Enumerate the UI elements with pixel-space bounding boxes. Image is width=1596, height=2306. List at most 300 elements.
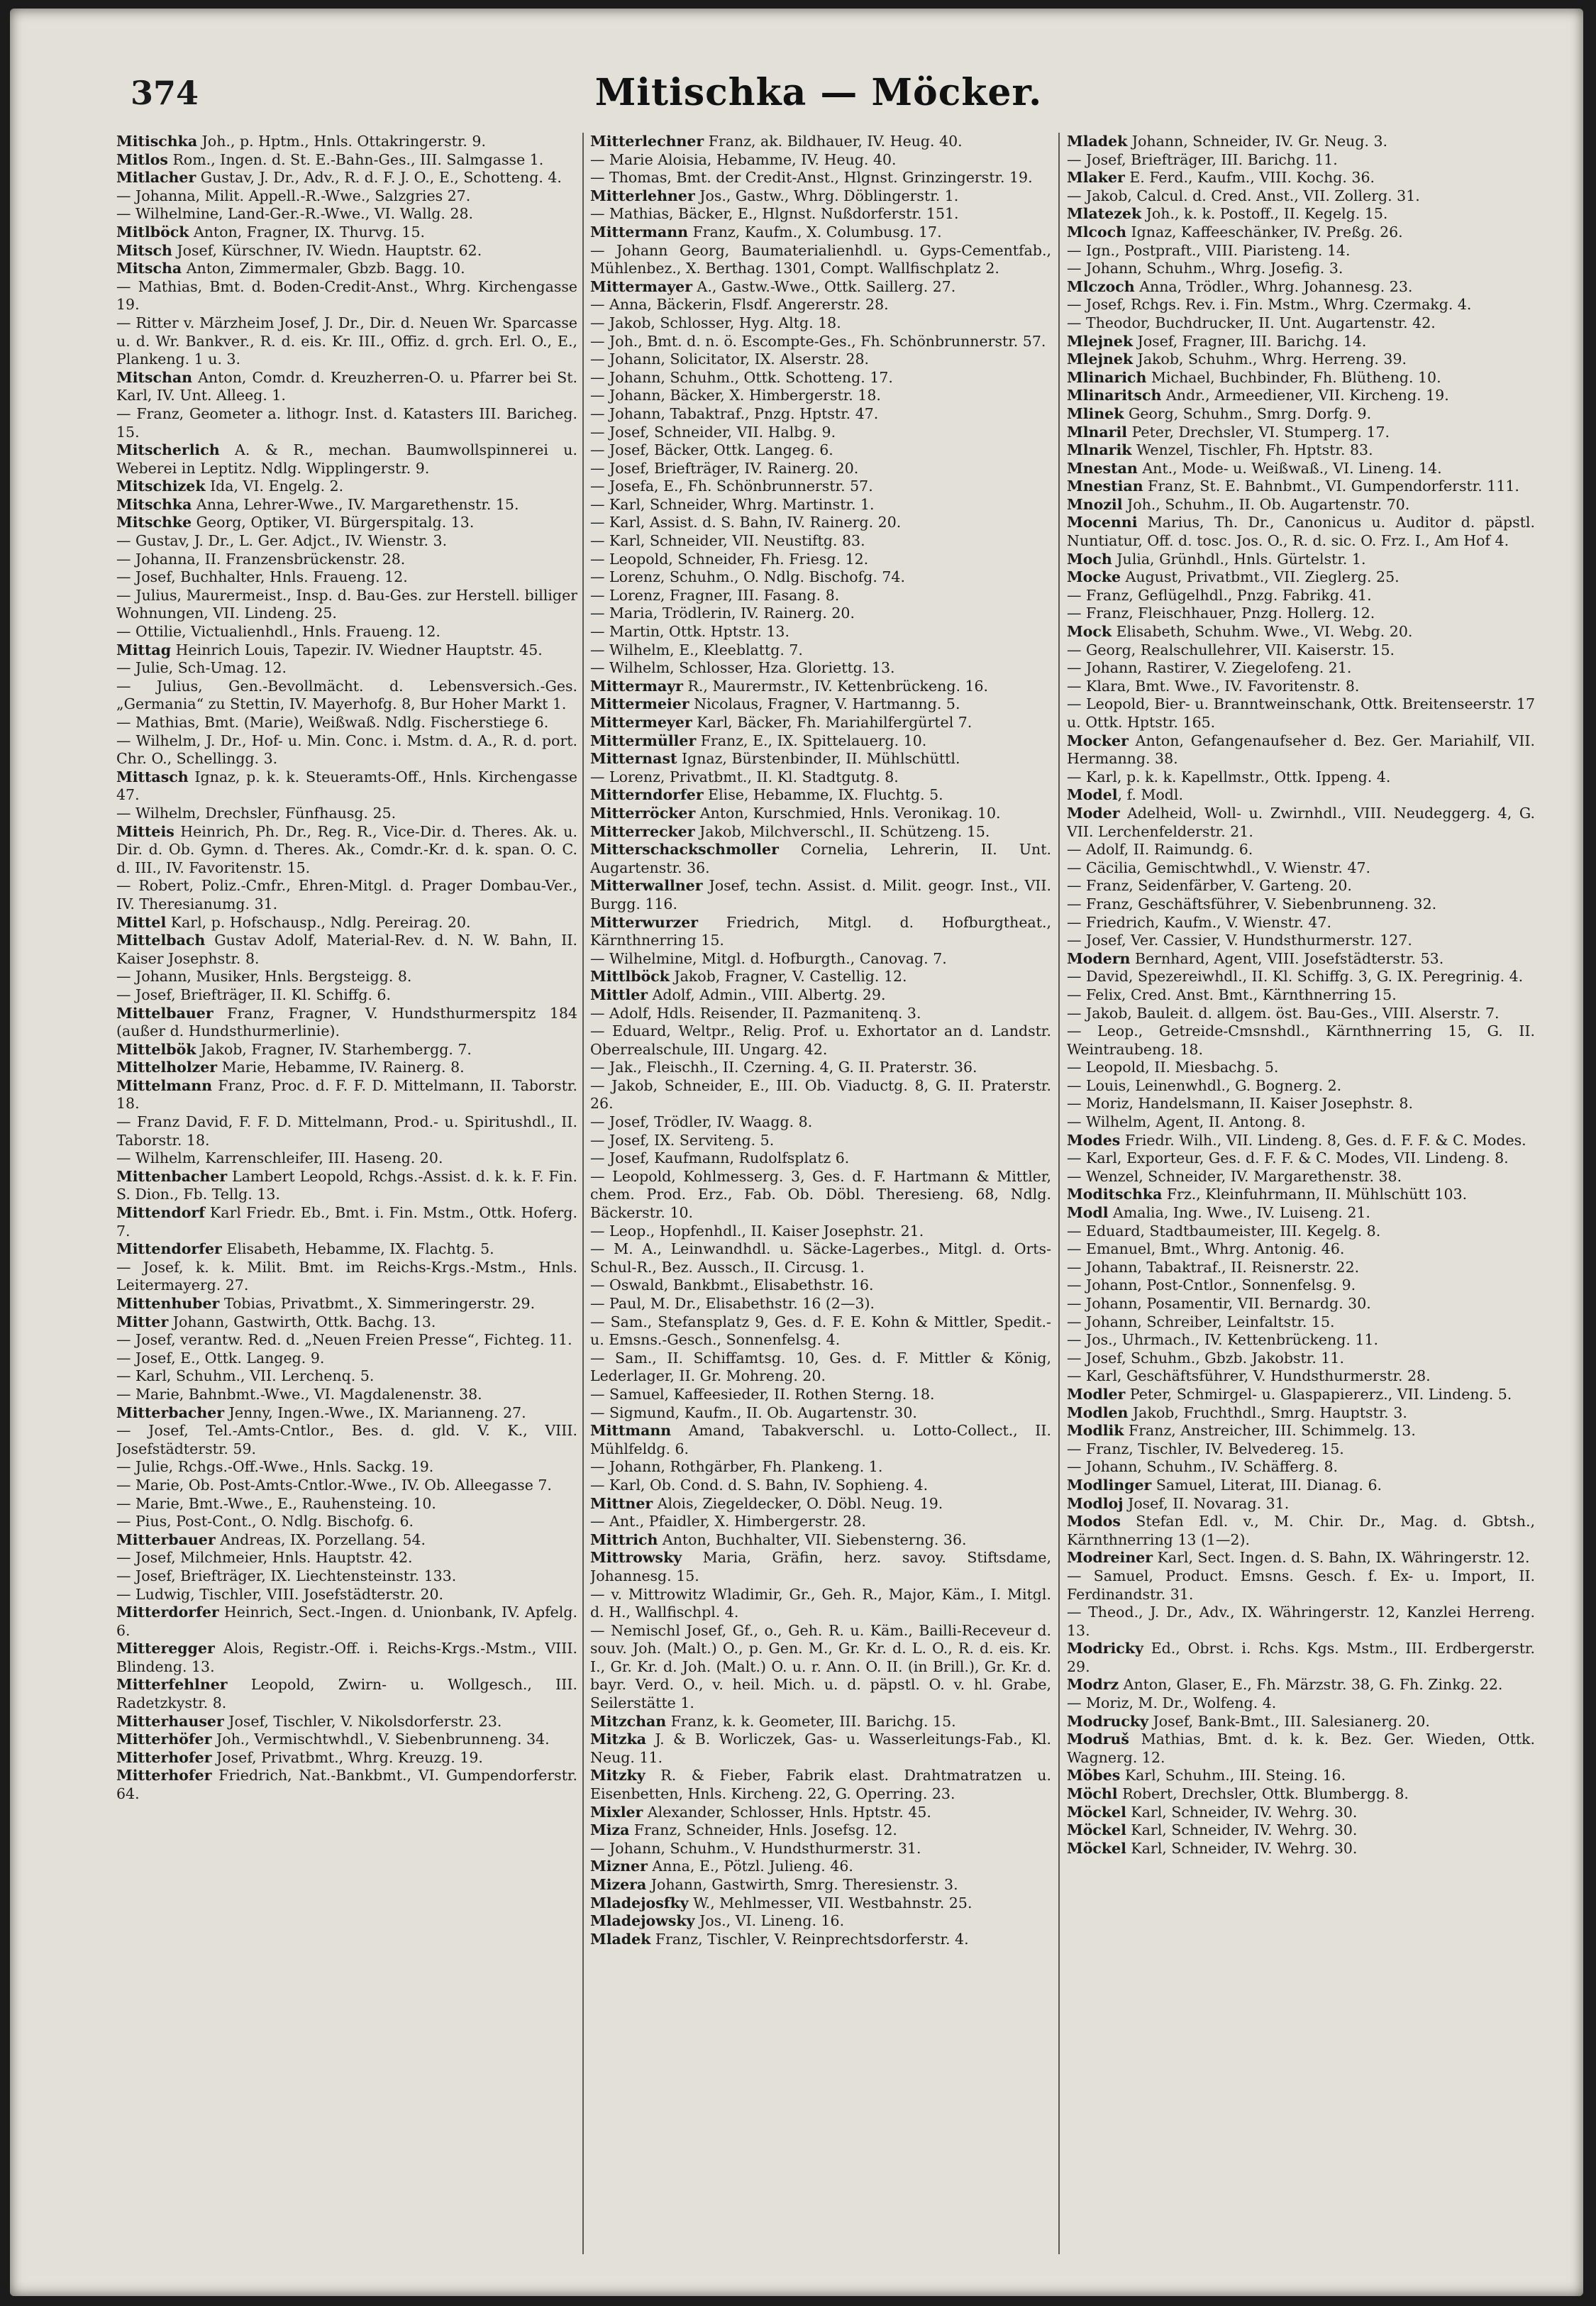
entry-surname: Mitschka	[116, 495, 192, 513]
entry-details: — Lorenz, Schuhm., O. Ndlg. Bischofg. 74.	[590, 568, 905, 586]
directory-entry	[116, 968, 577, 986]
entry-surname: Mladek	[1067, 133, 1128, 150]
entry-details: — Moriz, M. Dr., Wolfeng. 4.	[1067, 1694, 1277, 1712]
directory-entry	[590, 551, 1051, 569]
entry-details: — Eduard, Weltpr., Relig. Prof. u. Exhortator an d. Landstr. Oberrealschule, III. Ungarg. 42.	[590, 1022, 1051, 1058]
entry-surname: Mizera	[590, 1876, 647, 1893]
entry-details: — Josef, Rchgs. Rev. i. Fin. Mstm., Whrg. Czermakg. 4.	[1067, 296, 1472, 314]
directory-entry	[590, 641, 1051, 660]
directory-entry	[590, 1276, 1051, 1295]
column-3	[1067, 133, 1535, 2254]
entry-details: — Josef, E., Ottk. Langeg. 9.	[116, 1349, 325, 1367]
entry-surname: Mitter	[116, 1313, 169, 1330]
entry-surname: Mittrich	[590, 1530, 658, 1548]
directory-entry	[116, 260, 577, 278]
column-1	[116, 133, 577, 2254]
entry-details: Leopold, Zwirn- u. Wollgesch., III. Radetzkystr. 8.	[116, 1676, 577, 1712]
directory-entry	[1067, 1005, 1535, 1023]
entry-details: — Theod., J. Dr., Adv., IX. Währingerstr. 12, Kanzlei Herreng. 13.	[1067, 1604, 1535, 1639]
entry-surname: Mitterhöfer	[116, 1731, 212, 1748]
directory-entry	[116, 1422, 577, 1458]
entry-details: Robert, Drechsler, Ottk. Blumbergg. 8.	[1117, 1785, 1409, 1803]
entry-surname: Mittermüller	[590, 732, 697, 749]
directory-entry	[116, 1586, 577, 1604]
entry-details: Gustav Adolf, Material-Rev. d. N. W. Bahn, II. Kaiser Josephstr. 8.	[116, 932, 577, 967]
entry-details: — Karl, Schuhm., VII. Lerchenq. 5.	[116, 1367, 375, 1385]
directory-entry	[590, 1767, 1051, 1803]
directory-entry	[590, 1386, 1051, 1404]
entry-surname: Mittasch	[116, 768, 189, 785]
directory-entry	[590, 296, 1051, 314]
directory-entry	[1067, 1313, 1535, 1332]
directory-entry	[1067, 278, 1535, 297]
directory-entry	[116, 532, 577, 551]
directory-entry	[1067, 1113, 1535, 1132]
directory-entry	[590, 1149, 1051, 1168]
entry-details: Karl, Bäcker, Fh. Mariahilfergürtel 7.	[692, 714, 972, 731]
entry-surname: Mittermeyer	[590, 714, 692, 731]
directory-entry	[1067, 1458, 1535, 1477]
entry-details: — Wilhelm, Drechsler, Fünfhausg. 25.	[116, 804, 397, 822]
directory-entry	[590, 968, 1051, 986]
directory-entry	[1067, 1404, 1535, 1423]
entry-surname: Modloj	[1067, 1494, 1124, 1512]
directory-entry	[116, 1513, 577, 1531]
entry-details: — Karl, p. k. k. Kapellmstr., Ottk. Ippeng. 4.	[1067, 768, 1391, 785]
entry-details: Jakob, Fruchthdl., Smrg. Hauptstr. 3.	[1128, 1403, 1407, 1421]
directory-entry	[116, 1077, 577, 1113]
entry-surname: Mitschke	[116, 514, 192, 531]
directory-entry	[1067, 351, 1535, 369]
entry-details: — Mathias, Bmt. d. Boden-Credit-Anst., Whrg. Kirchengasse 19.	[116, 277, 577, 314]
entry-details: Josef, Kürschner, IV. Wiedn. Hauptstr. 62.	[172, 241, 482, 259]
entry-details: — Josef, Kaufmann, Rudolfsplatz 6.	[590, 1149, 850, 1167]
directory-entry	[1067, 659, 1535, 678]
entry-surname: Mittlböck	[590, 968, 670, 986]
entry-surname: Mladek	[590, 1930, 651, 1948]
directory-entry	[116, 1404, 577, 1423]
entry-surname: Mizner	[590, 1858, 648, 1875]
directory-entry	[590, 1513, 1051, 1531]
directory-entry	[116, 1477, 577, 1495]
entry-details: August, Privatbmt., VII. Zieglerg. 25.	[1121, 568, 1400, 586]
entry-details: — Martin, Ottk. Hptstr. 13.	[590, 623, 789, 641]
entry-details: — Sigmund, Kaufm., II. Ob. Augartenstr. 30.	[590, 1403, 917, 1421]
entry-details: — Thomas, Bmt. der Credit-Anst., Hlgnst. Grinzingerstr. 19.	[590, 169, 1033, 187]
entry-details: Jakob, Schuhm., Whrg. Herreng. 39.	[1133, 351, 1407, 368]
directory-entry	[1067, 805, 1535, 841]
entry-details: — Johann, Solicitator, IX. Alserstr. 28.	[590, 351, 870, 368]
entry-details: Joh., p. Hptm., Hnls. Ottakringerstr. 9.	[197, 133, 486, 150]
entry-details: — Josef, Briefträger, IX. Liechtensteinstr. 133.	[116, 1567, 457, 1584]
entry-details: — Marie, Bmt.-Wwe., E., Rauhensteing. 10.	[116, 1494, 436, 1512]
directory-entry	[116, 986, 577, 1005]
entry-details: — Karl, Geschäftsführer, V. Hundsthurmerstr. 28.	[1067, 1367, 1431, 1385]
entry-details: Jos., VI. Lineng. 16.	[694, 1912, 845, 1930]
entry-details: — Johann Georg, Baumaterialienhdl. u. Gyps-Cementfab., Mühlenbez., X. Berthag. 1301, Compt. Wallfischplatz 2.	[590, 241, 1051, 277]
directory-entry	[590, 496, 1051, 514]
entry-details: — Klara, Bmt. Wwe., IV. Favoritenstr. 8.	[1067, 677, 1360, 695]
entry-details: Adelheid, Woll- u. Zwirnhdl., VIII. Neudeggerg. 4, G. VII. Lerchenfelderstr. 21.	[1067, 804, 1535, 840]
directory-entry	[116, 314, 577, 369]
entry-details: — Wilhelmine, Land-Ger.-R.-Wwe., VI. Wallg. 28.	[116, 205, 474, 223]
entry-details: — Josef, verantw. Red. d. „Neuen Freien Presse“, Fichteg. 11.	[116, 1331, 572, 1349]
entry-surname: Mittmann	[590, 1422, 672, 1440]
entry-details: — Franz, Geschäftsführer, V. Siebenbrunneng. 32.	[1067, 895, 1437, 912]
running-title: Mitischka — Möcker.	[594, 71, 1043, 114]
entry-details: Anna, Lehrer-Wwe., IV. Margarethenstr. 15.	[192, 495, 519, 513]
entry-details: Anton, Gefangenaufseher d. Bez. Ger. Mariahilf, VII. Hermanng. 38.	[1067, 732, 1535, 768]
directory-entry	[590, 1022, 1051, 1059]
directory-entry	[1067, 914, 1535, 932]
directory-entry	[590, 732, 1051, 751]
entry-details: Mathias, Bmt. d. k. k. Bez. Ger. Wieden, Ottk. Wagnerg. 12.	[1067, 1731, 1535, 1766]
entry-details: Friedrich, Nat.-Bankbmt., VI. Gumpendorferstr. 64.	[116, 1767, 577, 1803]
entry-details: Andr., Armeediener, VII. Kircheng. 19.	[1161, 387, 1449, 404]
directory-entry	[590, 1622, 1051, 1713]
entry-details: — Josef, Briefträger, II. Kl. Schiffg. 6.	[116, 986, 392, 1003]
directory-entry	[116, 1041, 577, 1059]
entry-surname: Mocenni	[1067, 514, 1138, 531]
entry-details: — Leopold, Bier- u. Branntweinschank, Ottk. Breitenseerstr. 17 u. Ottk. Hptstr. 165.	[1067, 695, 1535, 731]
directory-entry	[116, 1240, 577, 1259]
directory-entry	[1067, 1477, 1535, 1495]
entry-details: — Johann, Rothgärber, Fh. Plankeng. 1.	[590, 1458, 883, 1476]
entry-surname: Möbes	[1067, 1767, 1121, 1784]
entry-details: Anton, Comdr. d. Kreuzherren-O. u. Pfarrer bei St. Karl, IV. Unt. Alleeg. 1.	[116, 368, 577, 404]
entry-surname: Model	[1067, 786, 1118, 804]
directory-entry	[116, 278, 577, 314]
entry-details: Karl Friedr. Eb., Bmt. i. Fin. Mstm., Ottk. Hoferg. 7.	[116, 1204, 577, 1240]
entry-details: — Adolf, Hdls. Reisender, II. Pazmanitenq. 3.	[590, 1004, 921, 1022]
entry-details: Bernhard, Agent, VIII. Josefstädterstr. 53.	[1130, 949, 1444, 967]
entry-details: — Mathias, Bmt. (Marie), Weißwaß. Ndlg. Fischerstiege 6.	[116, 714, 549, 731]
entry-surname: Mitschan	[116, 368, 193, 386]
entry-details: — Wilhelm, Schlosser, Hza. Gloriettg. 13.	[590, 659, 895, 677]
directory-entry	[1067, 387, 1535, 405]
directory-entry	[590, 1477, 1051, 1495]
directory-entry	[590, 278, 1051, 297]
directory-entry	[1067, 1567, 1535, 1604]
entry-details: Wenzel, Tischler, Fh. Hptstr. 83.	[1131, 441, 1373, 459]
entry-details: Karl, Schneider, IV. Wehrg. 30.	[1126, 1803, 1358, 1821]
entry-surname: Mitterlehner	[590, 187, 695, 204]
entry-details: Franz, ak. Bildhauer, IV. Heug. 40.	[704, 133, 963, 150]
directory-entry	[116, 714, 577, 732]
entry-surname: Mlejnek	[1067, 351, 1134, 368]
entry-details: — Karl, Exporteur, Ges. d. F. F. & C. Modes, VII. Lindeng. 8.	[1067, 1149, 1509, 1167]
entry-details: — Lorenz, Privatbmt., II. Kl. Stadtgutg. 8.	[590, 768, 899, 785]
entry-details: Franz, Fragner, V. Hundsthurmerspitz 184 (außer d. Hundsthurmerlinie).	[116, 1004, 577, 1040]
directory-entry	[590, 587, 1051, 605]
column-divider-1	[582, 133, 584, 2254]
entry-details: Franz, Anstreicher, III. Schimmelg. 13.	[1124, 1422, 1416, 1440]
directory-entry	[1067, 424, 1535, 442]
directory-entry	[1067, 1440, 1535, 1459]
directory-entry	[1067, 1077, 1535, 1096]
entry-details: — Anna, Bäckerin, Flsdf. Angererstr. 28.	[590, 296, 889, 314]
entry-surname: Mock	[1067, 623, 1112, 641]
entry-details: Elisabeth, Hebamme, IX. Flachtg. 5.	[221, 1240, 494, 1258]
entry-surname: Mocker	[1067, 732, 1129, 749]
entry-surname: Modlik	[1067, 1422, 1124, 1440]
entry-details: — Jakob, Calcul. d. Cred. Anst., VII. Zollerg. 31.	[1067, 187, 1420, 204]
entry-surname: Mitterlechner	[590, 133, 704, 150]
entry-details: Tobias, Privatbmt., X. Simmeringerstr. 29.	[219, 1295, 536, 1312]
directory-entry	[590, 986, 1051, 1005]
directory-entry	[1067, 1350, 1535, 1368]
entry-surname: Mitteis	[116, 822, 174, 840]
entry-details: — Jos., Uhrmach., IV. Kettenbrückeng. 11.	[1067, 1331, 1378, 1349]
entry-surname: Mlaker	[1067, 169, 1125, 187]
entry-surname: Mittner	[590, 1494, 653, 1512]
directory-entry	[590, 1931, 1051, 1949]
directory-entry	[590, 1876, 1051, 1894]
directory-entry	[590, 205, 1051, 224]
entry-details: — Julius, Maurermeist., Insp. d. Bau-Ges. zur Herstell. billiger Wohnungen, VII. Lindeng. 25.	[116, 586, 577, 622]
entry-surname: Mitzchan	[590, 1712, 667, 1730]
directory-entry	[590, 1458, 1051, 1477]
entry-details: — Josef, Milchmeier, Hnls. Hauptstr. 42.	[116, 1549, 413, 1567]
entry-surname: Möchl	[1067, 1785, 1118, 1803]
entry-details: Karl, Sect. Ingen. d. S. Bahn, IX. Währingerstr. 12.	[1153, 1549, 1530, 1567]
directory-entry	[116, 1604, 577, 1640]
directory-entry	[1067, 1785, 1535, 1804]
directory-entry	[590, 333, 1051, 351]
directory-entry	[116, 1640, 577, 1676]
entry-details: — Oswald, Bankbmt., Elisabethstr. 16.	[590, 1276, 874, 1294]
entry-details: Jos., Gastw., Whrg. Döblingerstr. 1.	[694, 187, 959, 204]
directory-entry	[116, 1386, 577, 1404]
directory-entry	[1067, 1240, 1535, 1259]
entry-details: Friedr. Wilh., VII. Lindeng. 8, Ges. d. F. F. & C. Modes.	[1120, 1131, 1526, 1149]
entry-details: — Josef, Tel.-Amts-Cntlor., Bes. d. gld. V. K., VIII. Josefstädterstr. 59.	[116, 1422, 577, 1457]
entry-surname: Mlinarich	[1067, 368, 1147, 386]
directory-entry	[1067, 1186, 1535, 1204]
directory-entry	[1067, 478, 1535, 496]
entry-surname: Mitterfehlner	[116, 1676, 228, 1694]
entry-details: Heinrich Louis, Tapezir. IV. Wiedner Hauptstr. 45.	[171, 641, 543, 658]
directory-entry	[1067, 877, 1535, 895]
directory-entry	[116, 587, 577, 623]
directory-entry	[590, 1531, 1051, 1550]
directory-entry	[1067, 1549, 1535, 1567]
directory-entry	[590, 1894, 1051, 1913]
entry-details: — Franz, Fleischhauer, Pnzg. Hollerg. 12.	[1067, 605, 1375, 622]
entry-surname: Modes	[1067, 1131, 1121, 1149]
entry-surname: Mittermeier	[590, 695, 689, 713]
entry-details: Josef, Tischler, V. Nikolsdorferstr. 23.	[223, 1712, 502, 1730]
directory-entry	[1067, 623, 1535, 641]
directory-entry	[590, 914, 1051, 950]
directory-entry	[116, 369, 577, 405]
directory-entry	[116, 641, 577, 660]
entry-surname: Moditschka	[1067, 1186, 1163, 1203]
entry-details: — Jak., Fleischh., II. Czerning. 4, G. II. Praterstr. 36.	[590, 1059, 977, 1076]
entry-details: — Cäcilia, Gemischtwhdl., V. Wienstr. 47.	[1067, 859, 1371, 876]
directory-entry	[590, 133, 1051, 151]
entry-details: Nicolaus, Fragner, V. Hartmanng. 5.	[689, 695, 960, 713]
entry-details: — Marie Aloisia, Hebamme, IV. Heug. 40.	[590, 150, 897, 168]
directory-entry	[590, 424, 1051, 442]
directory-entry	[116, 1295, 577, 1313]
entry-details: — Marie, Ob. Post-Amts-Cntlor.-Wwe., IV. Ob. Alleegasse 7.	[116, 1476, 552, 1494]
entry-details: Franz, St. E. Bahnbmt., VI. Gumpendorferstr. 111.	[1143, 478, 1519, 495]
entry-details: — Joh., Bmt. d. n. ö. Escompte-Ges., Fh. Schönbrunnerstr. 57.	[590, 332, 1046, 350]
entry-details: — David, Spezereiwhdl., II. Kl. Schiffg. 3, G. IX. Peregrinig. 4.	[1067, 968, 1524, 986]
directory-entry	[590, 1240, 1051, 1276]
directory-entry	[590, 1804, 1051, 1822]
directory-entry	[116, 1331, 577, 1350]
directory-entry	[116, 1259, 577, 1295]
entry-surname: Mittermayer	[590, 277, 692, 295]
entry-details: — Johann, Schuhm., Ottk. Schotteng. 17.	[590, 368, 893, 386]
entry-details: Elisabeth, Schuhm. Wwe., VI. Webg. 20.	[1112, 623, 1413, 641]
entry-details: — Maria, Trödlerin, IV. Rainerg. 20.	[590, 605, 855, 622]
entry-surname: Mitterhofer	[116, 1767, 212, 1784]
entry-details: — Josef, Bäcker, Ottk. Langeg. 6.	[590, 441, 833, 459]
entry-details: — Julius, Gen.-Bevollmächt. d. Lebensversich.-Ges. „Germania“ zu Stettin, IV. Mayerhofg. 8, Bur Hoher Markt 1.	[116, 677, 577, 713]
entry-details: — Leop., Getreide-Cmsnshdl., Kärnthnerring 15, G. II. Weintraubeng. 18.	[1067, 1022, 1535, 1058]
directory-entry	[1067, 986, 1535, 1005]
directory-entry	[590, 460, 1051, 478]
entry-surname: Möckel	[1067, 1839, 1126, 1857]
entry-surname: Mittelbök	[116, 1040, 196, 1058]
entry-details: Elise, Hebamme, IX. Fluchtg. 5.	[703, 786, 943, 804]
directory-entry	[1067, 133, 1535, 151]
entry-details: — Sam., II. Schiffamtsg. 10, Ges. d. F. Mittler & König, Lederlager, II. Gr. Mohreng. 20.	[590, 1349, 1051, 1385]
entry-surname: Mixler	[590, 1803, 643, 1821]
directory-entry	[1067, 1495, 1535, 1513]
entry-details: — Johann, Schuhm., Whrg. Josefig. 3.	[1067, 260, 1343, 277]
directory-entry	[116, 1113, 577, 1149]
entry-details: — Wilhelm, E., Kleeblattg. 7.	[590, 641, 803, 658]
entry-surname: Mittelbach	[116, 932, 206, 949]
directory-entry	[590, 1295, 1051, 1313]
entry-surname: Modrucky	[1067, 1712, 1149, 1730]
directory-entry	[116, 678, 577, 714]
entry-details: Johann, Gastwirth, Ottk. Bachg. 13.	[168, 1313, 436, 1330]
directory-entry	[590, 1005, 1051, 1023]
entry-details: Alois, Ziegeldecker, O. Döbl. Neug. 19.	[653, 1494, 943, 1512]
entry-details: J. & B. Worliczek, Gas- u. Wasserleitungs-Fab., Kl. Neug. 11.	[590, 1731, 1051, 1766]
entry-details: — Adolf, II. Raimundg. 6.	[1067, 841, 1253, 859]
entry-details: — Johanna, Milit. Appell.-R.-Wwe., Salzgries 27.	[116, 187, 471, 204]
entry-details: , f. Modl.	[1117, 786, 1183, 804]
directory-entry	[590, 877, 1051, 913]
directory-entry	[1067, 1168, 1535, 1186]
directory-entry	[590, 841, 1051, 877]
directory-entry	[116, 1749, 577, 1767]
directory-entry	[590, 768, 1051, 787]
column-2	[590, 133, 1051, 2254]
entry-surname: Möckel	[1067, 1821, 1126, 1839]
entry-details: Franz, Schneider, Hnls. Josefsg. 12.	[629, 1821, 897, 1839]
entry-details: — Karl, Schneider, Whrg. Martinstr. 1.	[590, 495, 875, 513]
directory-entry	[590, 1223, 1051, 1241]
entry-details: A., Gastw.-Wwe., Ottk. Saillerg. 27.	[692, 277, 956, 295]
entry-surname: Modrz	[1067, 1676, 1119, 1694]
entry-surname: Mitischka	[116, 133, 198, 150]
directory-entry	[116, 514, 577, 532]
directory-entry	[1067, 260, 1535, 278]
directory-entry	[1067, 732, 1535, 768]
directory-entry	[590, 605, 1051, 623]
directory-entry	[1067, 333, 1535, 351]
directory-entry	[116, 496, 577, 514]
directory-entry	[590, 351, 1051, 369]
entry-details: — Josef, Schuhm., Gbzb. Jakobstr. 11.	[1067, 1349, 1344, 1367]
directory-entry	[1067, 314, 1535, 333]
directory-entry	[116, 1767, 577, 1803]
directory-entry	[116, 1458, 577, 1477]
entry-details: — Karl, Assist. d. S. Bahn, IV. Rainerg. 20.	[590, 514, 902, 531]
entry-details: — Jakob, Schlosser, Hyg. Altg. 18.	[590, 314, 841, 331]
directory-entry	[590, 1586, 1051, 1622]
entry-details: — Theodor, Buchdrucker, II. Unt. Augartenstr. 42.	[1067, 314, 1436, 331]
directory-entry	[1067, 1259, 1535, 1277]
entry-details: Alois, Registr.-Off. i. Reichs-Krgs.-Mstm., VIII. Blindeng. 13.	[116, 1640, 577, 1675]
entry-details: Karl, p. Hofschausp., Ndlg. Pereirag. 20.	[166, 913, 471, 931]
directory-entry	[116, 1731, 577, 1749]
entry-details: Amand, Tabakverschl. u. Lotto-Collect., II. Mühlfeldg. 6.	[590, 1422, 1051, 1457]
entry-surname: Mitterhofer	[116, 1748, 212, 1766]
directory-entry	[590, 623, 1051, 641]
directory-entry	[116, 877, 577, 913]
directory-entry	[116, 169, 577, 187]
directory-entry	[1067, 1022, 1535, 1059]
directory-entry	[590, 1495, 1051, 1513]
directory-entry	[116, 133, 577, 151]
entry-details: — Ritter v. Märzheim Josef, J. Dr., Dir. d. Neuen Wr. Sparcasse u. d. Wr. Bankver., R. d. eis. Kr. III., Offiz. d. grch. Erl. O., E., Plankeng. 1 u. 3.	[116, 314, 577, 368]
entry-details: Georg, Optiker, VI. Bürgerspitalg. 13.	[192, 514, 475, 531]
directory-entry	[1067, 242, 1535, 260]
entry-details: — Josef, k. k. Milit. Bmt. im Reichs-Krgs.-Mstm., Hnls. Leitermayerg. 27.	[116, 1258, 577, 1294]
directory-entry	[1067, 187, 1535, 206]
entry-details: — Julie, Rchgs.-Off.-Wwe., Hnls. Sackg. 19.	[116, 1458, 434, 1476]
entry-details: — Josef, Trödler, IV. Waagg. 8.	[590, 1113, 813, 1131]
entry-surname: Mitterröcker	[590, 804, 696, 822]
entry-details: — Leopold, Kohlmesserg. 3, Ges. d. F. Hartmann & Mittler, chem. Prod. Erz., Fab. Ob. Döbl. Theresieng. 68, Ndlg. Bäckerstr. 10.	[590, 1167, 1051, 1222]
directory-entry	[116, 732, 577, 768]
directory-entry	[590, 1840, 1051, 1858]
page-header	[116, 71, 1521, 123]
directory-entry	[116, 1313, 577, 1332]
directory-entry	[116, 1367, 577, 1386]
entry-details: — Nemischl Josef, Gf., o., Geh. R. u. Käm., Bailli-Receveur d. souv. Joh. (Malt.) O., p. Gen. M., Gr. Kr. d. L. O., R. d. eis. Kr. I., Gr. Kr. d. Joh. (Malt.) O. u. r. Ann. O. II. (in Brill.), Gr. Kr. d. bayr. Verd. O., v. heil. Mich. u. d. päpstl. O. v. hl. Grabe, Seilerstätte 1.	[590, 1621, 1051, 1712]
entry-details: — Johann, Schuhm., V. Hundsthurmerstr. 31.	[590, 1839, 921, 1857]
directory-entry	[590, 786, 1051, 805]
entry-details: — Wilhelmine, Mitgl. d. Hofburgth., Canovag. 7.	[590, 949, 947, 967]
entry-details: — Franz, Tischler, IV. Belvedereg. 15.	[1067, 1440, 1344, 1457]
directory-entry	[590, 314, 1051, 333]
entry-surname: Mittermann	[590, 223, 689, 241]
directory-columns	[116, 133, 1539, 2254]
entry-details: — Johann, Tabaktraf., Pnzg. Hptstr. 47.	[590, 404, 879, 422]
entry-details: Franz, Kaufm., X. Columbusg. 17.	[688, 223, 942, 241]
entry-details: — Wilhelm, Agent, II. Antong. 8.	[1067, 1113, 1306, 1131]
directory-entry	[1067, 1694, 1535, 1713]
directory-entry	[590, 532, 1051, 551]
entry-details: — M. A., Leinwandhdl. u. Säcke-Lagerbes., Mitgl. d. Orts-Schul-R., Bez. Aussch., II. Circusg. 1.	[590, 1240, 1051, 1276]
directory-entry	[1067, 1731, 1535, 1767]
directory-entry	[590, 750, 1051, 768]
entry-surname: Mittler	[590, 986, 648, 1003]
entry-surname: Modricky	[1067, 1640, 1143, 1657]
entry-surname: Mlatezek	[1067, 205, 1142, 223]
directory-entry	[116, 1350, 577, 1368]
page-number: 374	[131, 74, 199, 112]
